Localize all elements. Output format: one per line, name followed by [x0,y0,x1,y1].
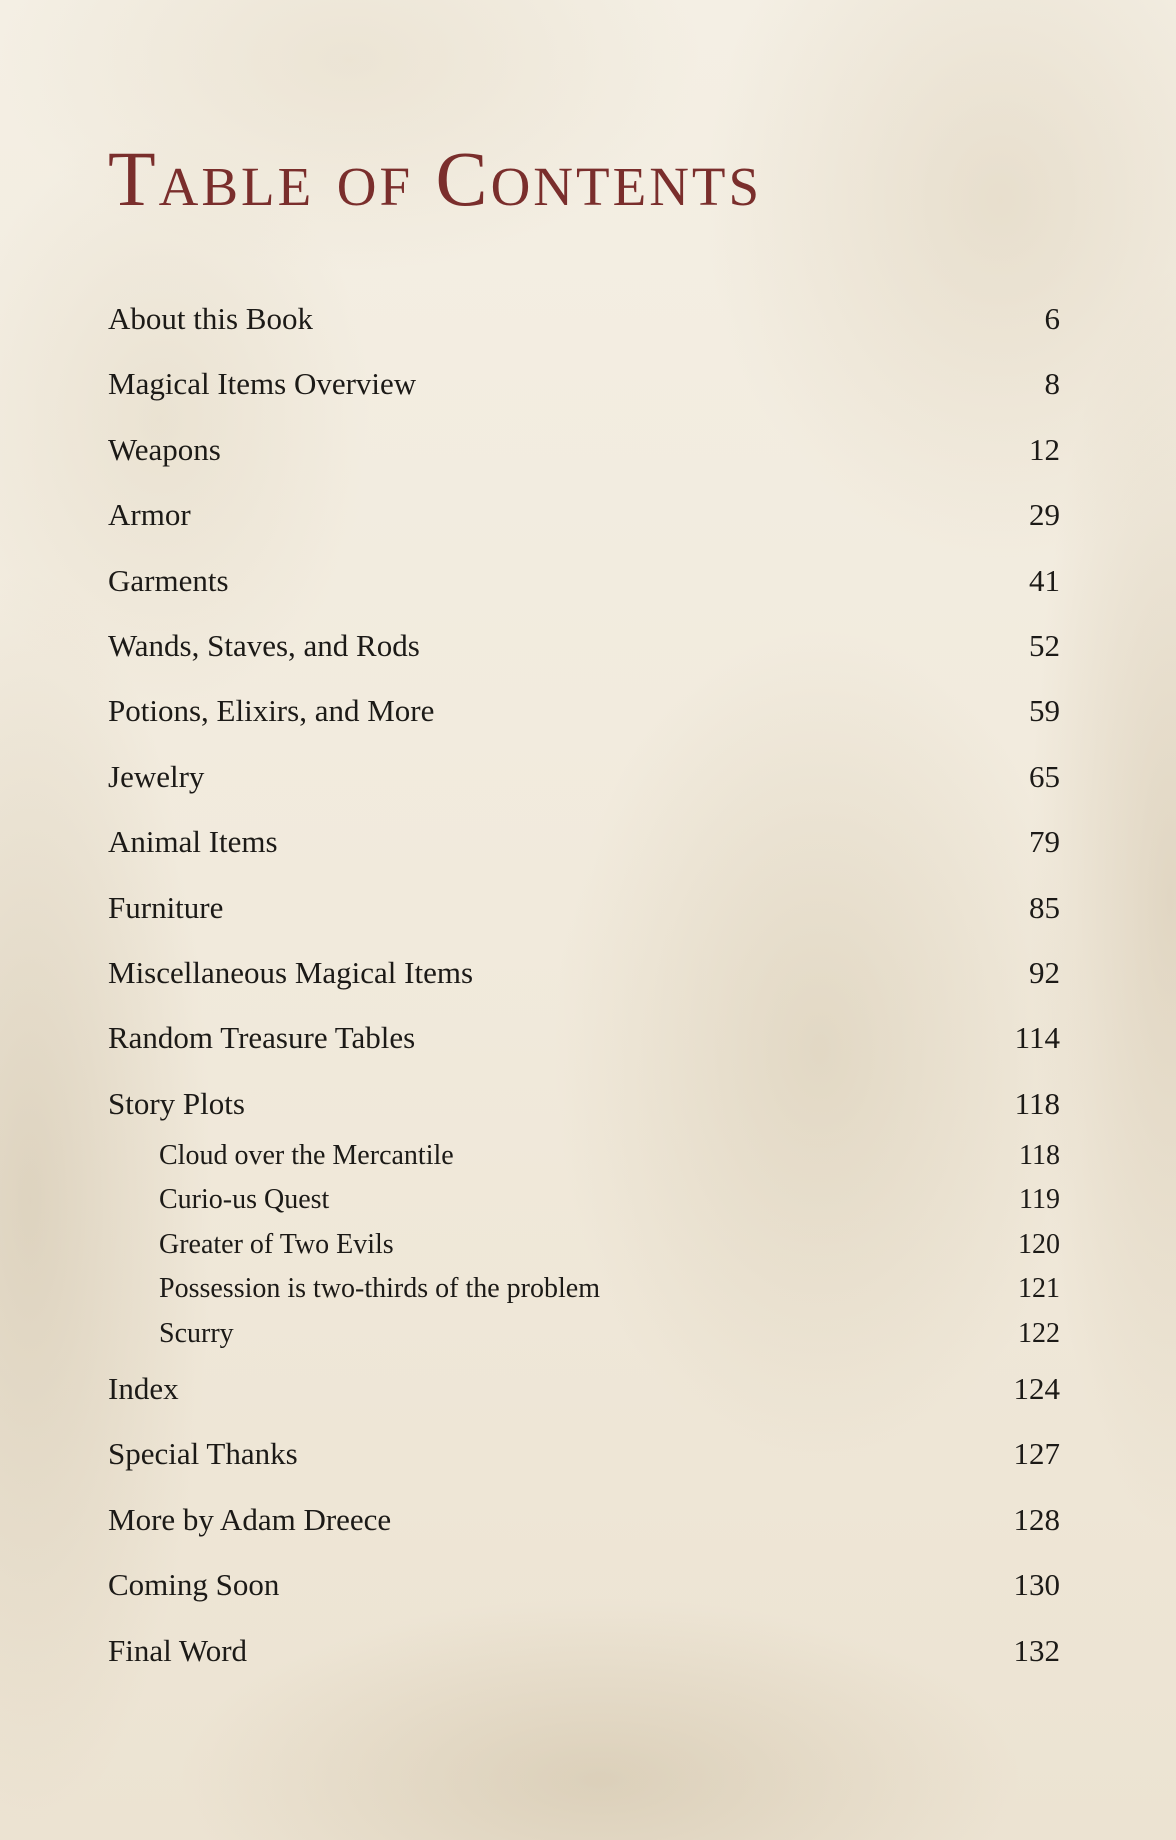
table-of-contents [108,290,1060,1687]
toc-entry-page: 130 [1013,1567,1060,1603]
toc-entry-label: Magical Items Overview [108,366,417,402]
toc-entry-armor[interactable] [108,486,1060,551]
toc-subentry-label: Cloud over the Mercantile [159,1140,454,1172]
toc-entry-final-word[interactable] [108,1622,1060,1687]
toc-subentry-page: 118 [1019,1140,1060,1172]
toc-entry-label: Special Thanks [108,1436,298,1472]
toc-entry-garments[interactable] [108,552,1060,617]
toc-entry-page: 127 [1013,1436,1060,1472]
toc-entry-page: 124 [1013,1371,1060,1407]
toc-subentry-label: Greater of Two Evils [159,1228,394,1260]
toc-subentry-page: 120 [1018,1228,1060,1260]
toc-entry-index[interactable] [108,1360,1060,1425]
toc-entry-page: 114 [1014,1020,1060,1056]
toc-entry-label: Jewelry [108,758,205,794]
toc-entry-label: Garments [108,562,229,598]
toc-subentry-scurry[interactable] [108,1312,1060,1356]
toc-entry-page: 79 [1029,824,1060,860]
toc-entry-label: Furniture [108,889,224,925]
toc-entry-label: Coming Soon [108,1567,280,1603]
toc-entry-jewelry[interactable] [108,748,1060,813]
toc-entry-weapons[interactable] [108,421,1060,486]
toc-entry-page: 12 [1029,431,1060,467]
toc-entry-page: 6 [1044,301,1060,336]
toc-entry-label: Random Treasure Tables [108,1020,416,1056]
toc-entry-page: 29 [1029,497,1060,533]
toc-entry-potions-elixirs[interactable] [108,682,1060,747]
toc-entry-label: Potions, Elixirs, and More [108,693,435,729]
page-title: Table of Contents [108,135,763,222]
toc-entry-label: Index [108,1371,179,1407]
toc-entry-label: Miscellaneous Magical Items [108,954,474,990]
toc-entry-page: 128 [1013,1501,1060,1537]
toc-subentry-label: Curio-us Quest [159,1184,330,1216]
toc-entry-page: 59 [1029,693,1060,729]
toc-entry-label: More by Adam Dreece [108,1501,392,1537]
toc-entry-page: 85 [1029,889,1060,925]
toc-entry-more-by-adam-dreece[interactable] [108,1491,1060,1556]
toc-entry-special-thanks[interactable] [108,1425,1060,1490]
toc-entry-page: 132 [1013,1632,1060,1668]
story-plots-sublist [108,1134,1060,1356]
toc-entry-coming-soon[interactable] [108,1556,1060,1621]
toc-entry-page: 92 [1029,954,1060,990]
toc-subentry-page: 121 [1018,1273,1060,1305]
toc-subentry-greater-of-two-evils[interactable] [108,1223,1060,1267]
toc-subentry-page: 122 [1018,1317,1060,1349]
toc-entry-page: 8 [1044,366,1060,402]
toc-subentry-label: Possession is two-thirds of the problem [159,1273,600,1305]
toc-entry-label: Story Plots [108,1085,245,1121]
toc-entry-about-this-book[interactable] [108,290,1060,355]
toc-entry-label: Final Word [108,1632,248,1668]
toc-subentry-label: Scurry [159,1317,234,1349]
toc-entry-label: About this Book [108,301,313,336]
toc-subentry-cloud-over-the-mercantile[interactable] [108,1134,1060,1178]
toc-entry-random-treasure-tables[interactable] [108,1009,1060,1074]
toc-entry-page: 118 [1014,1085,1060,1121]
toc-entry-label: Animal Items [108,824,278,860]
toc-entry-magical-items-overview[interactable] [108,355,1060,420]
toc-entry-label: Wands, Staves, and Rods [108,627,420,663]
toc-entry-label: Armor [108,497,191,533]
toc-entry-furniture[interactable] [108,879,1060,944]
toc-entry-wands-staves-rods[interactable] [108,617,1060,682]
toc-subentry-possession[interactable] [108,1267,1060,1311]
story-plots-sublist-container [108,1134,1060,1356]
toc-entry-page: 65 [1029,758,1060,794]
toc-entry-page: 41 [1029,562,1060,598]
toc-entry-label: Weapons [108,431,221,467]
toc-subentry-curio-us-quest[interactable] [108,1178,1060,1222]
toc-entry-miscellaneous-magical-items[interactable] [108,944,1060,1009]
toc-entry-animal-items[interactable] [108,813,1060,878]
toc-entry-story-plots[interactable] [108,1075,1060,1140]
toc-subentry-page: 119 [1019,1184,1060,1216]
toc-entry-page: 52 [1029,627,1060,663]
